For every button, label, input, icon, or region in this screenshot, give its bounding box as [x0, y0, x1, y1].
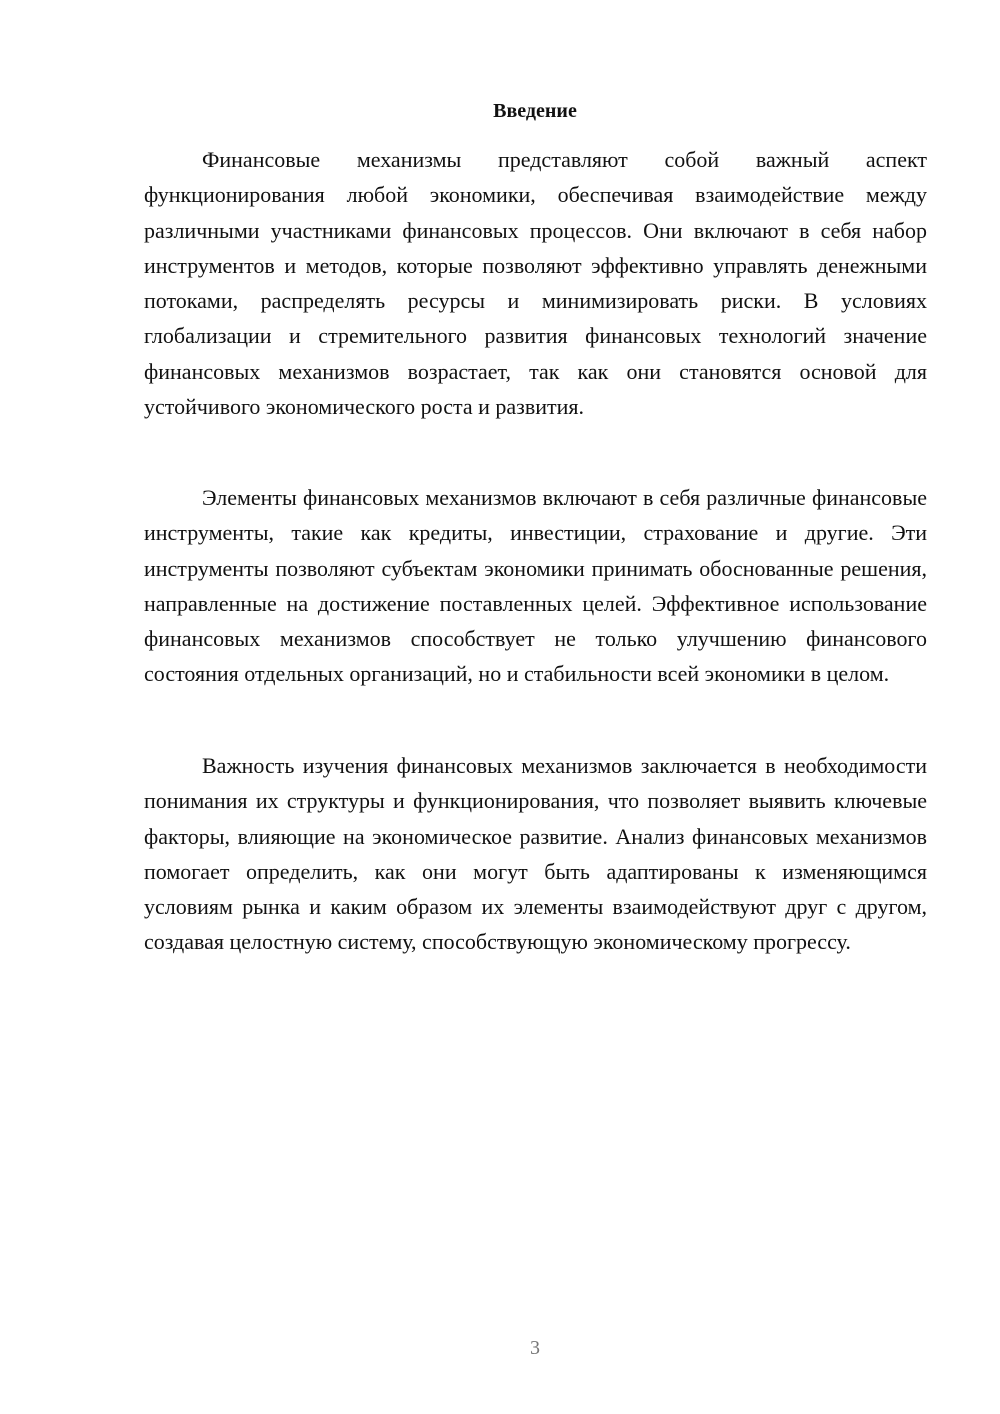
- paragraph-3: Важность изучения финансовых механизмов заключается в необходимости понимания их структуры и функционирования, что позволяет выявить ключевые факторы, влияющие на экономическое развитие. Анализ финансовых механизмов помогает определить, как они могут быть адаптированы к изменяющимся условиям рынка и каким образом их элементы взаимодействуют друг с другом, создавая целостную систему, способствующую экономическому прогрессу.: [144, 753, 927, 955]
- paragraph-2: Элементы финансовых механизмов включают в себя различные финансовые инструменты, такие как кредиты, инвестиции, страхование и другие. Эти инструменты позволяют субъектам экономики принимать обоснованные решения, направленные на достижение поставленных целей. Эффективное использование финансовых механизмов способствует не только улучшению финансового состояния отдельных организаций, но и стабильности всей экономики в целом.: [144, 485, 927, 687]
- paragraph-1: Финансовые механизмы представляют собой важный аспект функционирования любой экономики, обеспечивая взаимодействие между различными участниками финансовых процессов. Они включают в себя набор инструментов и методов, которые позволяют эффективно управлять денежными потоками, распределять ресурсы и минимизировать риски. В условиях глобализации и стремительного развития финансовых технологий значение финансовых механизмов возрастает, так как они становятся основой для устойчивого экономического роста и развития.: [144, 147, 927, 420]
- page-number: 3: [530, 1337, 540, 1359]
- section-title: Введение: [493, 100, 577, 122]
